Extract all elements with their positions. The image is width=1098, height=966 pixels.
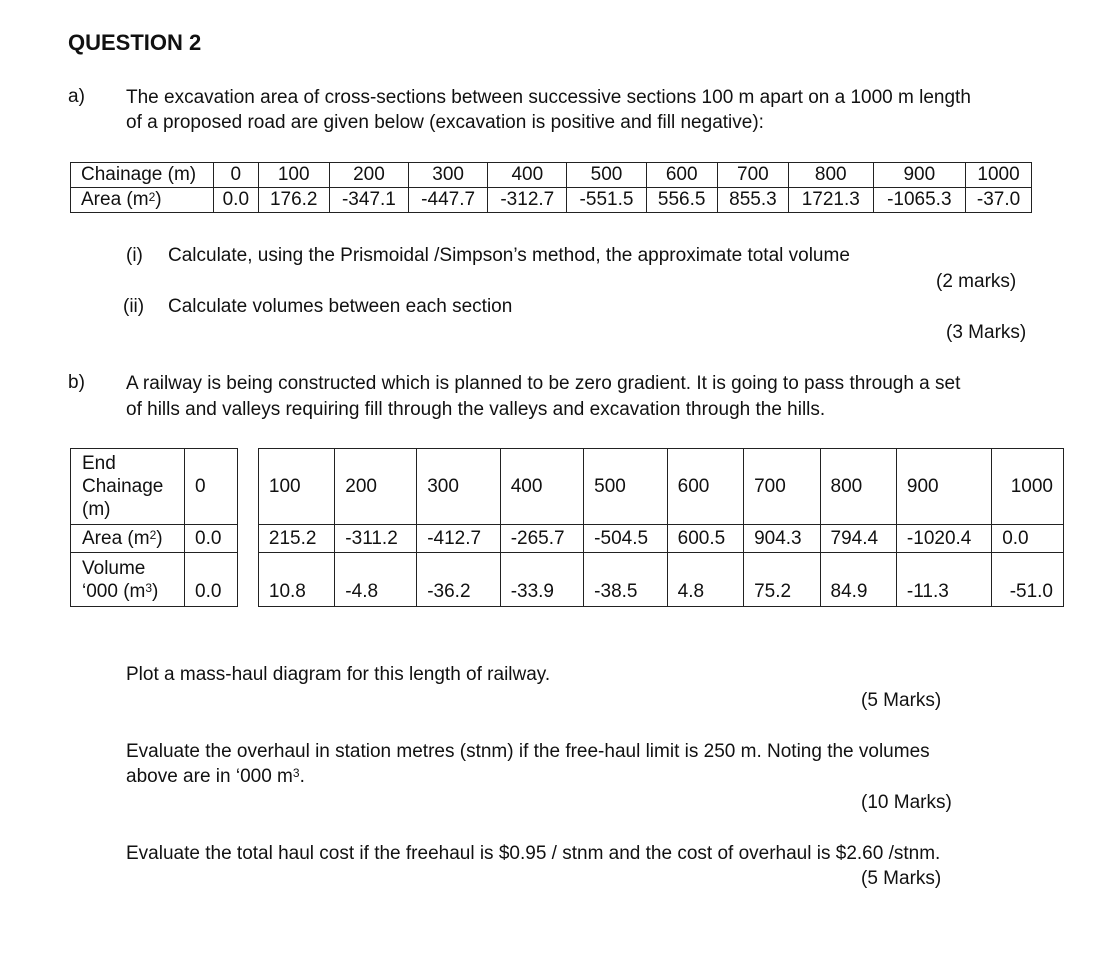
volume-cell: -38.5 <box>584 553 667 607</box>
chainage-cell: 400 <box>488 163 567 188</box>
part-a-intro-line2: of a proposed road are given below (excavation is positive and fill negative): <box>126 112 764 133</box>
overhaul-marks: (10 Marks) <box>861 792 952 813</box>
end-chainage-cell: 700 <box>744 449 820 525</box>
volume-cell: 0.0 <box>185 553 238 607</box>
area-cell: -37.0 <box>966 188 1032 213</box>
end-chainage-cell: 200 <box>335 449 417 525</box>
area-header: Area $(m^2)$ <box>71 525 185 553</box>
chainage-cell: 200 <box>329 163 408 188</box>
question-title: QUESTION 2 <box>68 30 202 55</box>
volume-row <box>71 553 1064 607</box>
area-cell: -1020.4 <box>896 525 991 553</box>
road-area-table <box>70 162 1032 213</box>
end-chainage-cell: 0 <box>185 449 238 525</box>
area-cell: 600.5 <box>667 525 743 553</box>
end-chainage-cell: 100 <box>258 449 334 525</box>
area-cell: 0.0 <box>214 188 259 213</box>
area-cell: 0.0 <box>185 525 238 553</box>
area-header: Area $(m^2)$ <box>71 188 214 213</box>
area-cell: 855.3 <box>717 188 788 213</box>
part-b-label: b) <box>68 372 85 393</box>
column-gap <box>237 553 258 607</box>
cost-marks: (5 Marks) <box>861 868 942 889</box>
area-cell: -312.7 <box>488 188 567 213</box>
volume-cell: -4.8 <box>335 553 417 607</box>
part-b-intro-line2: of hills and valleys requiring fill through the valleys and excavation through the hills. <box>126 399 826 420</box>
question-ii-number: (ii) <box>123 296 145 317</box>
volume-cell: 10.8 <box>258 553 334 607</box>
volume-cell: -33.9 <box>500 553 583 607</box>
area-cell: -311.2 <box>335 525 417 553</box>
question-i-number: (i) <box>126 245 143 266</box>
area-row <box>71 525 1064 553</box>
end-chainage-cell: 300 <box>417 449 500 525</box>
end-chainage-row <box>71 449 1064 525</box>
end-chainage-cell: 600 <box>667 449 743 525</box>
question-i-text: Calculate, using the Prismoidal /Simpson’s method, the approximate total volume <box>168 245 850 266</box>
end-chainage-cell: 400 <box>500 449 583 525</box>
railway-table <box>70 448 1064 607</box>
area-cell: 1721.3 <box>789 188 874 213</box>
question-ii-marks: (3 Marks) <box>946 322 1027 343</box>
volume-cell: -51.0 <box>992 553 1064 607</box>
end-chainage-cell: 1000 <box>992 449 1064 525</box>
area-cell: 904.3 <box>744 525 820 553</box>
area-cell: -447.7 <box>409 188 488 213</box>
volume-cell: 84.9 <box>820 553 896 607</box>
chainage-row <box>71 163 1032 188</box>
overhaul-line1: Evaluate the overhaul in station metres (stnm) if the free-haul limit is 250 m. Noting the volumes <box>126 741 930 762</box>
volume-cell: -36.2 <box>417 553 500 607</box>
area-cell: -347.1 <box>329 188 408 213</box>
chainage-cell: 500 <box>567 163 646 188</box>
area-cell: 176.2 <box>258 188 329 213</box>
chainage-cell: 600 <box>646 163 717 188</box>
chainage-cell: 1000 <box>966 163 1032 188</box>
volume-cell: 75.2 <box>744 553 820 607</box>
area-row <box>71 188 1032 213</box>
area-cell: -504.5 <box>584 525 667 553</box>
volume-cell: 4.8 <box>667 553 743 607</box>
chainage-cell: 100 <box>258 163 329 188</box>
area-cell: 556.5 <box>646 188 717 213</box>
volume-header: Volume ‘000 $(m^3)$ <box>71 553 185 607</box>
area-cell: 215.2 <box>258 525 334 553</box>
chainage-header: Chainage (m) <box>71 163 214 188</box>
part-a-intro-line1: The excavation area of cross-sections between successive sections 100 m apart on a 1000 m length <box>126 87 971 108</box>
chainage-cell: 300 <box>409 163 488 188</box>
question-i-marks: (2 marks) <box>936 271 1017 292</box>
plot-instruction: Plot a mass-haul diagram for this length of railway. <box>126 664 551 685</box>
area-cell: -551.5 <box>567 188 646 213</box>
chainage-cell: 700 <box>717 163 788 188</box>
volume-cell: -11.3 <box>896 553 991 607</box>
area-cell: -1065.3 <box>873 188 966 213</box>
part-b-intro-line1: A railway is being constructed which is planned to be zero gradient. It is going to pass through a set <box>126 373 961 394</box>
part-a-label: a) <box>68 86 85 107</box>
chainage-cell: 800 <box>789 163 874 188</box>
area-cell: 0.0 <box>992 525 1064 553</box>
end-chainage-cell: 800 <box>820 449 896 525</box>
chainage-cell: 900 <box>873 163 966 188</box>
chainage-cell: 0 <box>214 163 259 188</box>
area-cell: -265.7 <box>500 525 583 553</box>
column-gap <box>237 449 258 525</box>
overhaul-line2: above are in ‘000 $m^3$. <box>126 766 305 787</box>
plot-marks: (5 Marks) <box>861 690 942 711</box>
area-cell: -412.7 <box>417 525 500 553</box>
question-ii-text: Calculate volumes between each section <box>168 296 513 317</box>
end-chainage-cell: 900 <box>896 449 991 525</box>
cost-instruction: Evaluate the total haul cost if the freehaul is $0.95 / stnm and the cost of overhaul is $2.60 /stnm. <box>126 843 941 864</box>
area-cell: 794.4 <box>820 525 896 553</box>
column-gap <box>237 525 258 553</box>
end-chainage-cell: 500 <box>584 449 667 525</box>
end-chainage-header: End Chainage (m) <box>71 449 185 525</box>
